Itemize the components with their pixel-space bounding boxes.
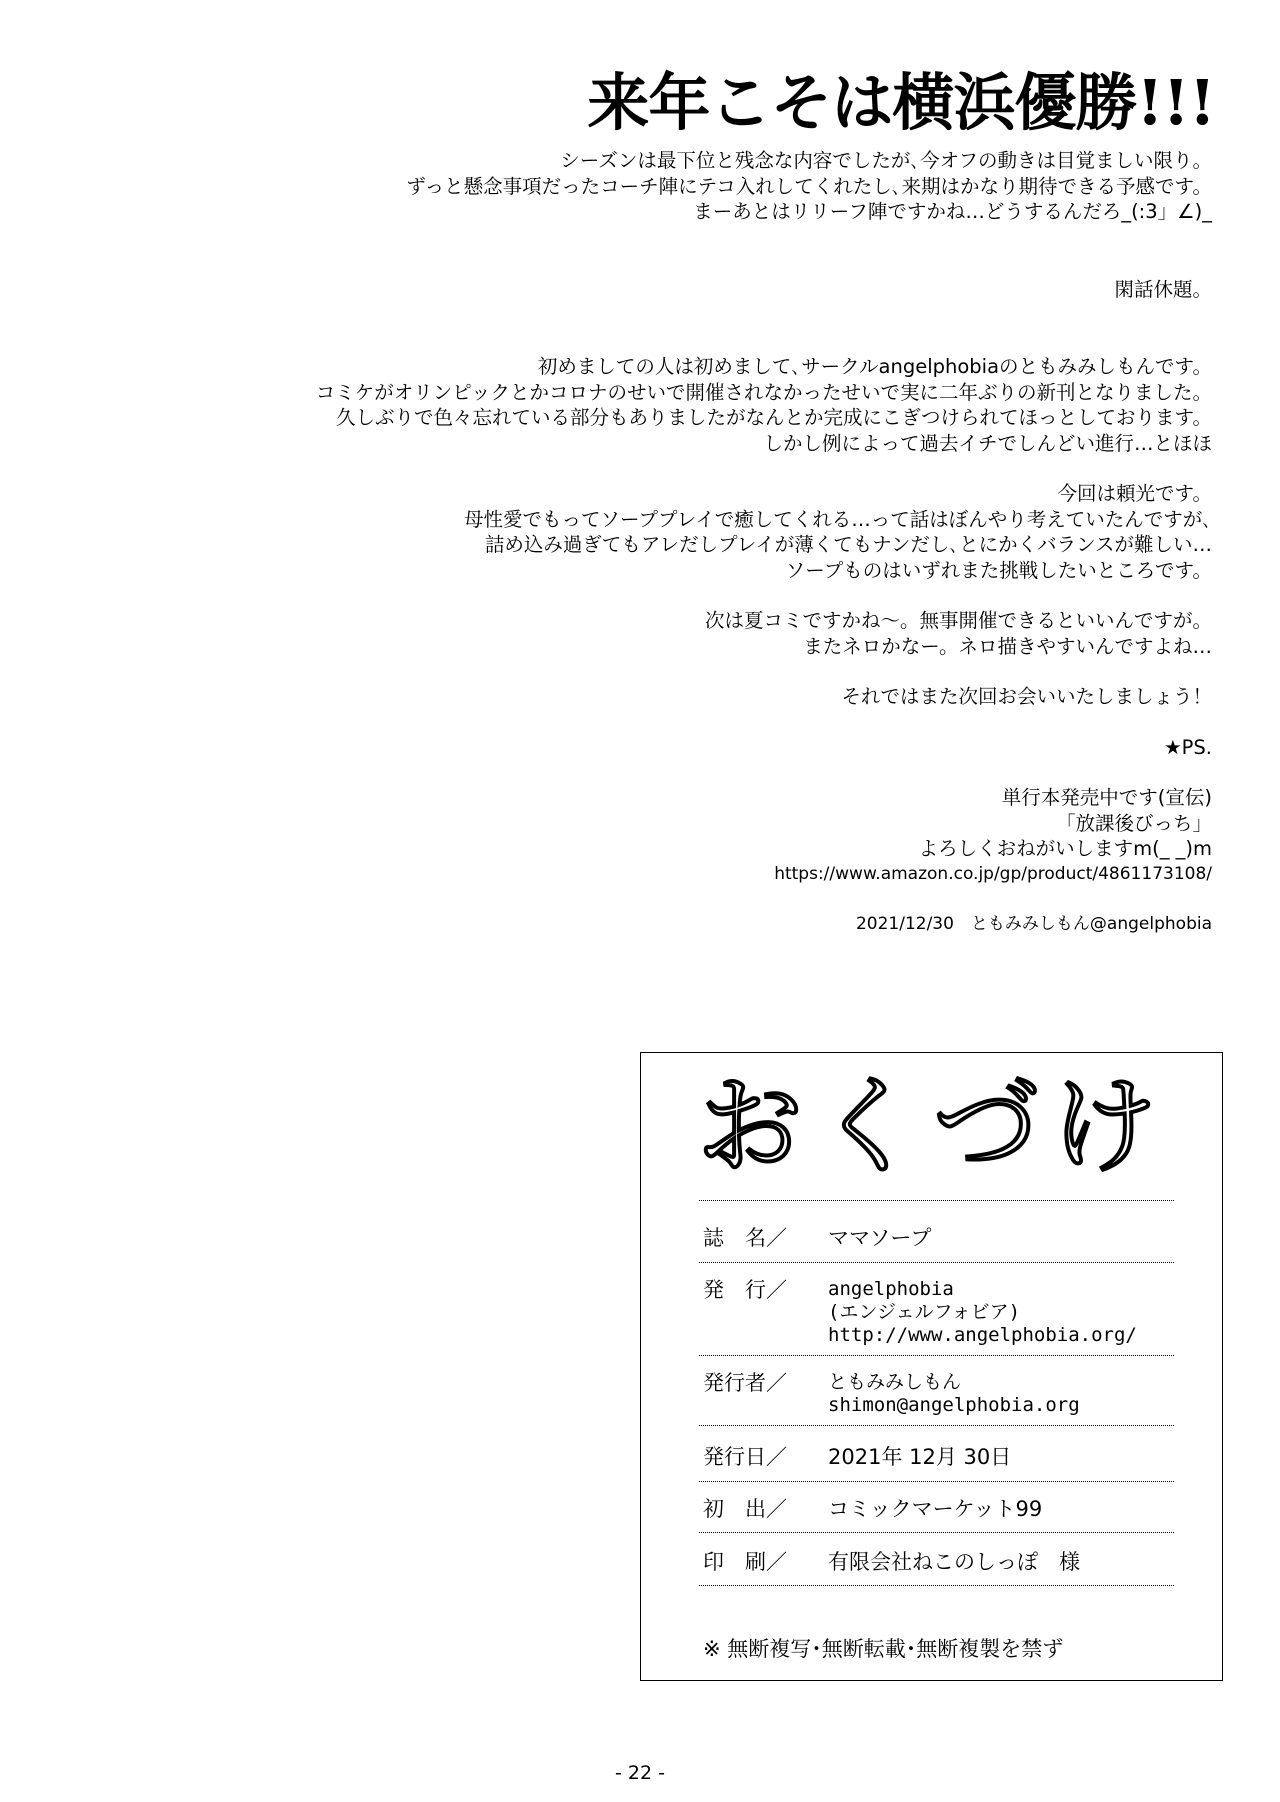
afterword-line: 次は夏コミですかね～。無事開催できるといいんですが。 <box>704 609 1212 632</box>
row-value: ママソープ <box>828 1226 932 1250</box>
colophon-row-author <box>703 1371 1202 1417</box>
ps-line: 単行本発売中です(宣伝) <box>1001 786 1212 809</box>
divider <box>699 1262 1174 1263</box>
colophon-box <box>640 1052 1223 1681</box>
colophon-row-date <box>703 1445 1202 1469</box>
divider <box>699 1585 1174 1586</box>
copyright-notice: ※ 無断複写･無断転載･無断複製を禁ず <box>703 1637 1064 1661</box>
divider <box>699 1532 1174 1533</box>
afterword-line: 今回は頼光です。 <box>1057 482 1212 505</box>
colophon-title-lettering <box>683 1065 1183 1185</box>
signature: 2021/12/30 ともみみしもん@angelphobia <box>855 914 1212 934</box>
divider <box>699 1481 1174 1482</box>
page-number: - 22 - <box>615 1762 665 1784</box>
row-label: 印 刷／ <box>703 1550 787 1574</box>
colophon-row-printer <box>703 1550 1202 1574</box>
row-label: 発行者／ <box>703 1371 787 1395</box>
ps-line: よろしくおねがいしますm(_ _)m <box>918 837 1212 860</box>
afterword-line: 母性愛でもってソーププレイで癒してくれる…って話はぼんやり考えていたんですが､ <box>463 507 1212 531</box>
afterword-line: しかし例によって過去イチでしんどい進行…とほほ <box>763 431 1212 455</box>
row-label: 発 行／ <box>703 1278 787 1302</box>
row-label: 誌 名／ <box>703 1226 787 1250</box>
ps-label: ★PS. <box>1164 735 1212 759</box>
colophon-row-title <box>703 1226 1202 1250</box>
colophon-title-text: おくづけ <box>697 1065 1169 1185</box>
headline: 来年こそは横浜優勝!!! <box>587 66 1215 139</box>
row-value: 有限会社ねこのしっぽ 様 <box>828 1550 1080 1574</box>
afterword-line: シーズンは最下位と残念な内容でしたが､今オフの動きは目覚ましい限り。 <box>560 149 1212 172</box>
afterword-line: コミケがオリンピックとかコロナのせいで開催されなかったせいで実に二年ぶりの新刊となりました。 <box>315 380 1212 404</box>
colophon-row-publisher <box>703 1278 1202 1347</box>
afterword-line: 初めましての人は初めまして､サークルangelphobiaのともみみしもんです。 <box>537 355 1212 378</box>
divider <box>699 1355 1174 1356</box>
afterword-line: 詰め込み過ぎてもアレだしプレイが薄くてもナンだし､とにかくバランスが難しい… <box>484 533 1212 556</box>
row-value: angelphobia (エンジェルフォビア) http://www.angelphobia.org/ <box>828 1278 1137 1346</box>
afterword-line: 久しぶりで色々忘れている部分もありましたがなんとか完成にこぎつけられてほっとしております。 <box>336 406 1212 429</box>
transition-line: 閑話休題。 <box>1114 277 1212 301</box>
afterword-line: またネロかなー。ネロ描きやすいんですよね… <box>803 634 1212 658</box>
row-value: コミックマーケット99 <box>828 1497 1043 1521</box>
row-value: ともみみしもん shimon@angelphobia.org <box>828 1371 1080 1416</box>
ps-line: 「放課後びっち」 <box>1055 811 1212 835</box>
afterword <box>32 148 1212 938</box>
colophon-row-debut <box>703 1497 1202 1521</box>
closing-line: それではまた次回お会いいたしましょう！ <box>841 685 1212 708</box>
afterword-line: まーあとはリリーフ陣ですかね…どうするんだろ_(:3」∠)_ <box>693 200 1212 223</box>
colophon-title <box>683 1065 1183 1185</box>
row-value: 2021年 12月 30日 <box>828 1445 1012 1469</box>
amazon-link[interactable]: https://www.amazon.co.jp/gp/product/4861173108/ <box>774 863 1212 884</box>
afterword-line: ソープものはいずれまた挑戦したいところです。 <box>785 558 1212 582</box>
divider <box>699 1425 1174 1426</box>
row-label: 発行日／ <box>703 1445 787 1469</box>
divider <box>699 1200 1174 1201</box>
row-label: 初 出／ <box>703 1497 787 1521</box>
afterword-line: ずっと懸念事項だったコーチ陣にテコ入れしてくれたし､来期はかなり期待できる予感です。 <box>406 174 1212 198</box>
